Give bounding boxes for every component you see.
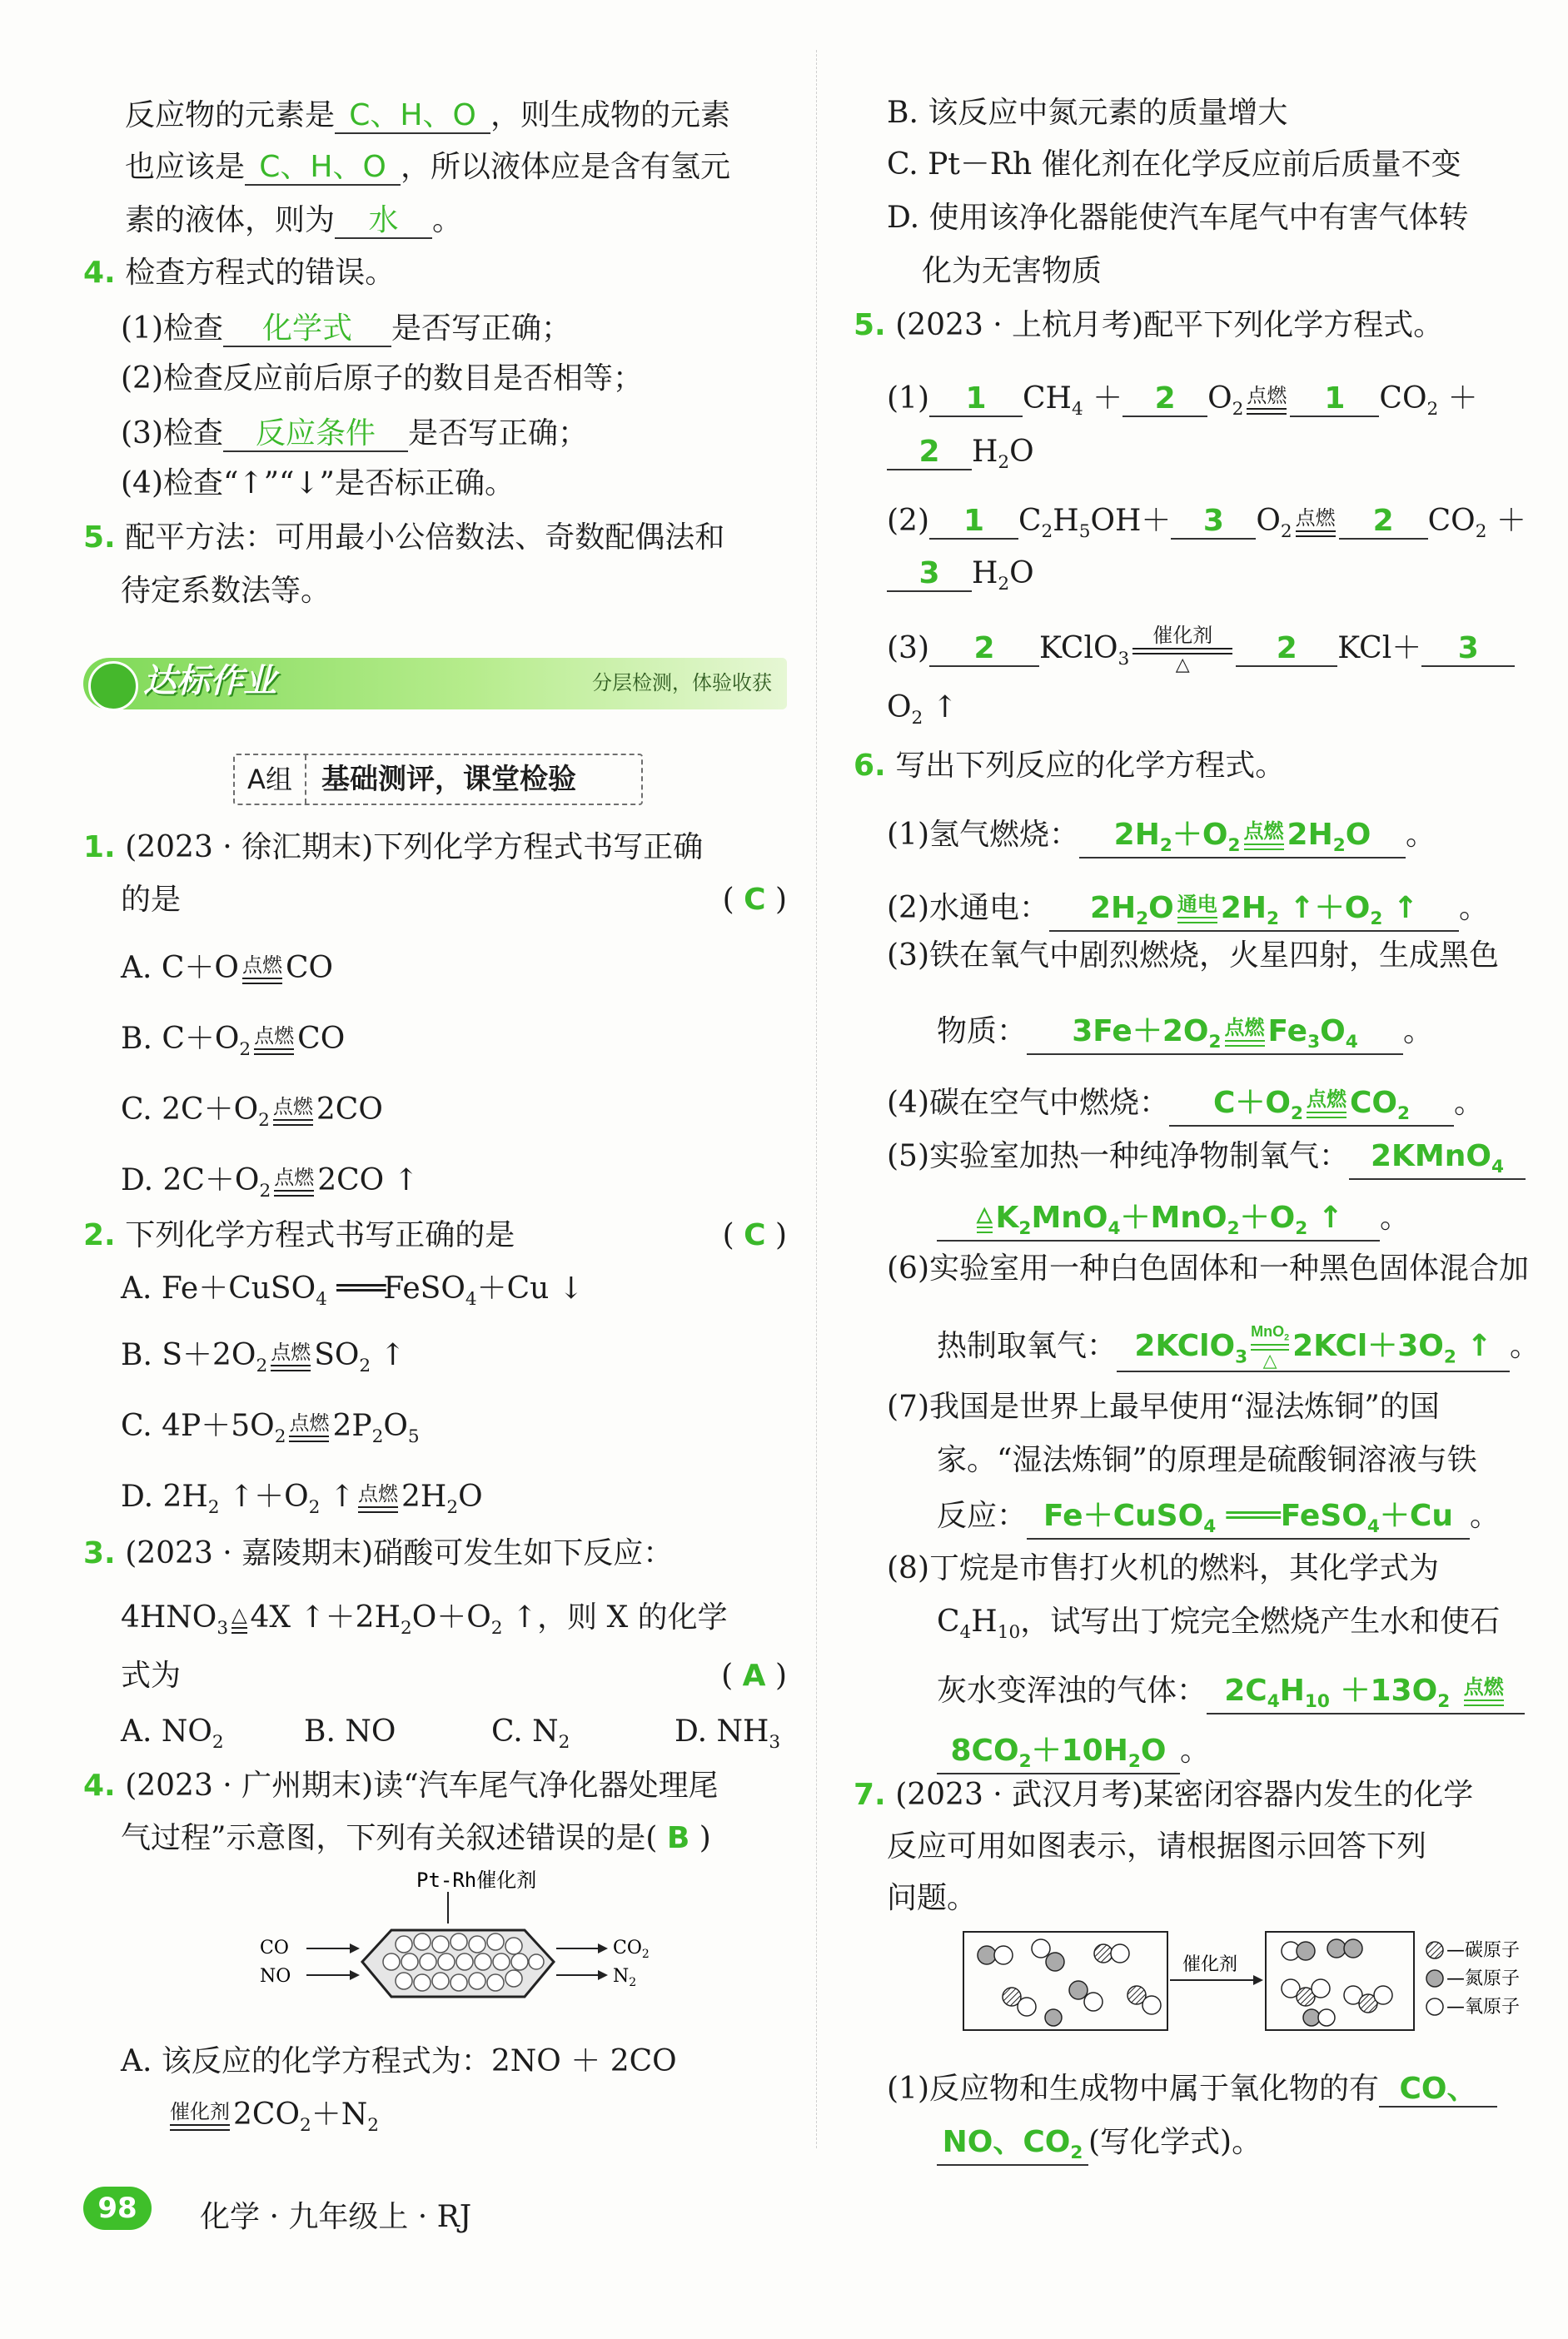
catalyst-pellets [383, 1933, 544, 1991]
q3-stem [83, 1536, 674, 1570]
text: B. C＋O [121, 1022, 240, 1056]
coefficient-blank: 2 [887, 435, 972, 470]
answer: B [666, 1821, 690, 1855]
text: (3)检查 [121, 416, 223, 450]
text: ，则生成物的元素 [490, 98, 731, 132]
text: ↑＋O [219, 1480, 309, 1514]
q6-item-3-answer: 物质： $3Fe+2O_2$ 点燃 $Fe_3O_4$ 。 [937, 1014, 1433, 1055]
pencil-icon [88, 661, 138, 711]
text: C. 2C＋O [121, 1092, 259, 1127]
text: A. Fe＋CuSO [121, 1272, 316, 1306]
answer-bracket: ( C ) [722, 1218, 787, 1252]
q4-option-a-line-1: A. 该反应的化学方程式为：2NO ＋ 2CO [121, 2044, 677, 2078]
answer-blank: C、H、O [245, 150, 401, 186]
question-number: 7. [854, 1778, 886, 1812]
q6-item-6: (6)实验室用一种白色固体和一种黑色固体混合加 [887, 1252, 1529, 1286]
answer: C [744, 1218, 766, 1252]
answer-blank: 2KClO$_3$ MnO$_2$ △ $2KCl+3O_2$ ↑ [1117, 1324, 1510, 1372]
text: 反应物的元素是 [125, 98, 336, 132]
condition: 点燃 [287, 1414, 331, 1442]
text: D. 2H [121, 1480, 208, 1514]
text: (2023 · 上杭月考)配平下列化学方程式。 [895, 308, 1444, 342]
q4-option-b: B. 该反应中氮元素的质量增大 [887, 96, 1288, 130]
q5-eq2-line1: (2) 1 $C_2H_5OH+ 3$ $O_2$ 点燃 2 $CO_2$ ＋ [887, 504, 1526, 543]
q1-stem-2 [121, 885, 787, 915]
q1-stem [83, 830, 704, 864]
page-number: 98 [83, 2187, 152, 2230]
q4-stem-2: 气过程”示意图，下列有关叙述错误的是( B ) [121, 1821, 711, 1855]
condition: 催化剂 △ [1131, 626, 1234, 674]
question-number: 5. [854, 308, 886, 342]
q6-item-7: (7)我国是世界上最早使用“湿法炼铜”的国 [887, 1390, 1440, 1424]
catalyst-arrow-label: 催化剂 [1182, 1954, 1238, 1975]
answer-blank: 2KMnO$_4$ [1349, 1139, 1526, 1180]
q6-item-7-2: 家。“湿法炼铜”的原理是硫酸铜溶液与铁 [937, 1443, 1477, 1477]
q7-stem-3: 问题。 [887, 1881, 978, 1915]
text: 4HNO [121, 1600, 217, 1635]
q4-option-d-2: 化为无害物质 [922, 254, 1103, 288]
text: O＋O [411, 1600, 491, 1635]
q4-option-c: C. Pt－Rh 催化剂在化学反应前后质量不变 [887, 147, 1461, 182]
text: ，所以液体应是含有氢元 [401, 150, 731, 184]
intro-line-3 [125, 203, 462, 239]
reaction-diagram [962, 1930, 1545, 2038]
answer-blank: $C+O_2$ 点燃 $CO_2$ [1169, 1086, 1454, 1127]
q4-stem [83, 1771, 719, 1801]
text: 2CO [316, 1092, 383, 1127]
banner-subtitle: 分层检测，体验收获 [592, 671, 772, 694]
q6-item-2: (2)水通电： $2H_2O$ 通电 $2H_2$ $↑+O_2$ ↑ 。 [887, 891, 1489, 932]
question-number: 3. [83, 1536, 116, 1570]
q3-equation: $4HNO_3$ △ 4X $↑+2H_2O+O_2$ ↑，则 X 的化学 [121, 1600, 728, 1640]
condition: 点燃 [269, 1343, 312, 1371]
q1-option-a [121, 953, 333, 984]
text: 的是 [121, 883, 182, 917]
item-number: 5. [83, 520, 116, 555]
q6-item-5-answer: △ $K_2MnO_4+MnO_2+O_2$ ↑ 。 [937, 1201, 1410, 1242]
text: SO [314, 1338, 360, 1372]
q4-option-a-line-2: 催化剂 $2CO_2+N_2$ [170, 2098, 379, 2137]
text: (2023 · 徐汇期末)下列化学方程式书写正确 [125, 830, 704, 864]
text: 式为 [121, 1659, 182, 1693]
group-label [233, 754, 643, 805]
reactant-molecules [978, 1939, 1161, 2026]
text: D. 2C＋O [121, 1163, 260, 1197]
legend-nitrogen: —氮原子 [1446, 1968, 1521, 1989]
q2-option-a: A. Fe＋CuSO$_4$ ═══FeSO$_4$＋Cu ↓ [121, 1272, 584, 1311]
coefficient-blank: 3 [1171, 504, 1256, 540]
condition: 点燃 [252, 1027, 296, 1055]
condition: 点燃 [1245, 386, 1288, 415]
coefficient-blank: 2 [1236, 631, 1337, 667]
text: 素的液体，则为 [125, 203, 336, 237]
coefficient-blank: 3 [1421, 631, 1515, 667]
q5-eq1-line2: 2 $H_2O$ [887, 435, 1034, 472]
answer-blank: CO、 [1379, 2072, 1497, 2108]
question-number: 6. [854, 749, 886, 783]
text: O [383, 1409, 408, 1443]
point-4-item-4: (4)检查“↑”“↓”是否标正确。 [121, 466, 515, 500]
condition: 点燃 [1294, 509, 1337, 537]
text: (2023 · 武汉月考)某密闭容器内发生的化学 [895, 1778, 1474, 1812]
group-tag: A组 [235, 755, 306, 804]
q3-stem-3 [121, 1661, 787, 1691]
point-4-title [83, 258, 395, 288]
q5-eq2-line2: 3 $H_2O$ [887, 556, 1034, 594]
answer-bracket: ( C ) [722, 883, 787, 917]
text: 2CO ↑ [317, 1163, 419, 1197]
question-number: 2. [83, 1218, 116, 1252]
q7-stem [854, 1780, 1473, 1810]
column-divider [816, 50, 817, 2148]
answer-bracket: ( A ) [721, 1659, 787, 1693]
q6-stem [854, 751, 1285, 781]
text: 是否写正确； [408, 416, 589, 450]
question-number: 4. [83, 1769, 116, 1803]
question-number: 1. [83, 830, 116, 864]
answer-blank: $2C_4H_{10} +13O_2$ 点燃 [1207, 1674, 1525, 1714]
q3-option-d: D. $NH_3$ [674, 1714, 781, 1754]
text: 配平方法：可用最小公倍数法、奇数配偶法和 [125, 520, 725, 555]
input-no-label: NO [260, 1966, 291, 1987]
text: ＋N [311, 2098, 368, 2132]
coefficient-blank: 2 [1122, 381, 1207, 417]
coefficient-blank: 3 [887, 556, 972, 592]
coefficient-blank: 1 [929, 381, 1023, 417]
q3-option-a: A. $NO_2$ [121, 1714, 224, 1754]
answer-blank: $2H_2O$ 通电 $2H_2$ $↑+O_2$ ↑ [1049, 891, 1459, 932]
group-text: 基础测评，课堂检验 [321, 763, 576, 796]
answer-blank: △ $K_2MnO_4+MnO_2+O_2$ ↑ [937, 1201, 1380, 1242]
legend-oxygen: —氧原子 [1446, 1997, 1521, 2018]
q6-item-5: (5)实验室加热一种纯净物制氧气： 2KMnO$_4$ [887, 1139, 1526, 1180]
text: 2H [401, 1480, 447, 1514]
q6-item-6-answer: 热制取氧气： 2KClO$_3$ MnO$_2$ △ $2KCl+3O_2$ ↑ 。 [937, 1323, 1541, 1372]
q2-stem [83, 1218, 787, 1252]
text: 2CO [233, 2098, 300, 2132]
section-banner [83, 658, 787, 709]
answer-blank: 化学式 [223, 311, 391, 347]
condition: △ [230, 1605, 248, 1634]
q6-item-4: (4)碳在空气中燃烧： $C+O_2$ 点燃 $CO_2$ 。 [887, 1086, 1484, 1127]
q6-item-8-3: 灰水变浑浊的气体： $2C_4H_{10} +13O_2$ 点燃 [937, 1674, 1525, 1714]
q3-option-b: B. NO [304, 1714, 396, 1749]
text: A. C＋O [121, 951, 239, 985]
point-5-line-2: 待定系数法等。 [121, 574, 331, 608]
text: CO [297, 1022, 346, 1056]
text: (2023 · 嘉陵期末)硝酸可发生如下反应： [125, 1536, 674, 1570]
q1-option-c: C. $2C+O_2$ 点燃 2CO [121, 1092, 383, 1132]
condition: 催化剂 [168, 2103, 231, 2131]
text: O [458, 1480, 483, 1514]
q4-option-d: D. 使用该净化器能使汽车尾气中有害气体转 [887, 201, 1469, 235]
text: (2023 · 广州期末)读“汽车尾气净化器处理尾 [125, 1769, 719, 1803]
coefficient-blank: 2 [1339, 504, 1428, 540]
product-molecules [1282, 1939, 1392, 2026]
text: B. S＋2O [121, 1338, 256, 1372]
answer-blank: 水 [335, 203, 432, 239]
coefficient-blank: 2 [929, 631, 1039, 667]
text: C. 4P＋5O [121, 1409, 275, 1443]
point-4-item-2: (2)检查反应前后原子的数目是否相等； [121, 361, 643, 396]
answer-blank: 反应条件 [223, 416, 408, 452]
condition: 点燃 [271, 1097, 315, 1126]
answer-blank: $2H_2+O_2$ 点燃 $2H_2O$ [1079, 818, 1406, 858]
q2-option-c: C. $4P+5O_2$ 点燃 $2P_2O_5$ [121, 1409, 420, 1448]
reactants-box [963, 1932, 1167, 2030]
text: 是否写正确； [391, 311, 572, 346]
text: 下列化学方程式书写正确的是 [125, 1218, 515, 1252]
coefficient-blank: 1 [929, 504, 1018, 540]
text: ↑ [371, 1338, 406, 1372]
answer-blank: NO、$CO_2$ [937, 2125, 1088, 2166]
q6-item-1: (1)氢气燃烧： $2H_2+O_2$ 点燃 $2H_2O$ 。 [887, 818, 1436, 858]
exhaust-purifier-diagram [250, 1865, 666, 2023]
text: 检查方程式的错误。 [125, 256, 396, 290]
answer-blank: Fe＋CuSO$_4$ ═══FeSO$_4$＋Cu [1027, 1499, 1470, 1540]
text: CO [285, 951, 334, 985]
point-5-line-1 [83, 520, 725, 555]
answer-blank: C、H、O [335, 98, 490, 134]
q2-option-d: D. $2H_2$ $↑+O_2$ ↑ 点燃 $2H_2O$ [121, 1480, 483, 1519]
q6-item-3: (3)铁在氧气中剧烈燃烧，火星四射，生成黑色 [887, 938, 1499, 973]
banner-title: 达标作业 [143, 662, 276, 700]
condition: 点燃 [272, 1168, 316, 1197]
legend [1426, 1942, 1443, 2015]
intro-line-1 [125, 98, 730, 134]
text: 写出下列反应的化学方程式。 [895, 749, 1286, 783]
text: 气过程”示意图，下列有关叙述错误的是( [121, 1821, 658, 1855]
answer-blank: $3Fe+2O_2$ 点燃 $Fe_3O_4$ [1027, 1014, 1403, 1055]
text: ＋Cu ↓ [476, 1272, 584, 1306]
footer-text: 化学 · 九年级上 · RJ [200, 2200, 472, 2234]
text: 2P [332, 1409, 372, 1443]
q5-eq3-line2: $O_2$ ↑ [887, 690, 958, 729]
q7-sub-1-answer: NO、$CO_2$ (写化学式)。 [937, 2125, 1262, 2166]
catalyst-label: Pt-Rh催化剂 [416, 1869, 537, 1892]
q1-option-b: B. $C+O_2$ 点燃 CO [121, 1022, 346, 1061]
answer: C [744, 883, 766, 917]
text: FeSO [383, 1272, 465, 1306]
text: ↑ [320, 1480, 355, 1514]
text: (1)检查 [121, 311, 223, 346]
intro-line-2 [125, 150, 730, 186]
q5-eq3-line1: (3) 2 KClO$_3$ 催化剂 △ 2 KCl＋ 3 [887, 626, 1515, 674]
text: 。 [432, 203, 463, 237]
q6-item-8: (8)丁烷是市售打火机的燃料，其化学式为 [887, 1551, 1439, 1585]
q3-option-c: C. $N_2$ [491, 1714, 570, 1754]
q6-item-8-2: $C_4H_{10}$，试写出丁烷完全燃烧产生水和使石 [937, 1605, 1501, 1644]
q7-sub-1: (1)反应物和生成物中属于氧化物的有 CO、 [887, 2072, 1497, 2108]
coefficient-blank: 1 [1290, 381, 1379, 417]
input-co-label: CO [260, 1938, 289, 1958]
q1-option-d: D. $2C+O_2$ 点燃 2CO ↑ [121, 1163, 419, 1202]
condition: 点燃 [356, 1485, 400, 1513]
text: 也应该是 [125, 150, 246, 184]
condition: 点燃 [241, 956, 284, 984]
answer: A [742, 1659, 766, 1693]
item-number: 4. [83, 256, 116, 290]
q6-item-7-answer: 反应： Fe＋CuSO$_4$ ═══FeSO$_4$＋Cu 。 [937, 1499, 1500, 1540]
answer-blank: $8CO_2+10H_2O$ [937, 1734, 1180, 1774]
output-n2-label: $N_2$ [613, 1966, 637, 1989]
q5-eq1-line1: (1) 1 $CH_4 + 2$ $O_2$ 点燃 1 $CO_2$ ＋ [887, 381, 1478, 421]
point-4-item-3 [121, 416, 588, 452]
q7-stem-2: 反应可用如图表示，请根据图示回答下列 [887, 1829, 1427, 1864]
q2-option-b: B. $S+2O_2$ 点燃 $SO_2$ ↑ [121, 1338, 406, 1377]
point-4-item-1 [121, 311, 571, 347]
text: 4X ↑＋2H [250, 1600, 401, 1635]
output-co2-label: $CO_2$ [613, 1938, 650, 1961]
text: ↑，则 X 的化学 [502, 1600, 728, 1635]
q5-stem [854, 308, 1444, 342]
legend-carbon: —碳原子 [1446, 1940, 1521, 1961]
q6-item-8-answer: $8CO_2+10H_2O$ 。 [937, 1734, 1210, 1774]
